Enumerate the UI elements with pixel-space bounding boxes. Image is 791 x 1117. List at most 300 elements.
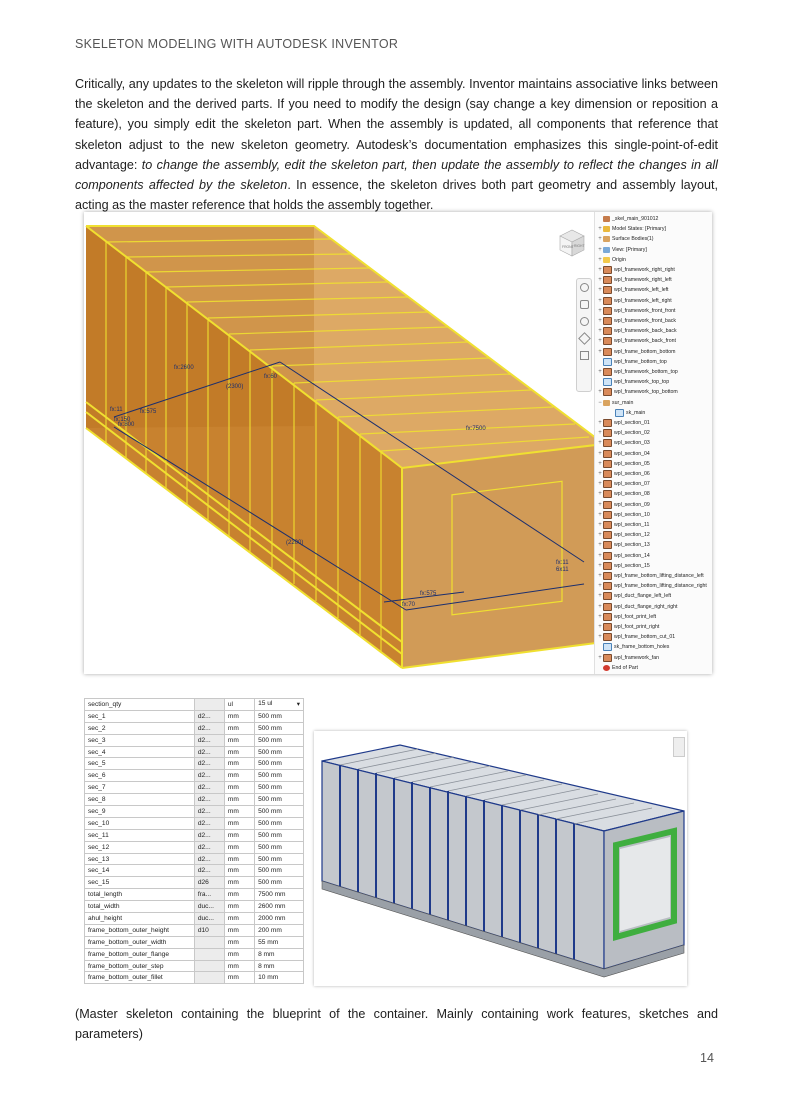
plane-icon [603,582,612,590]
cell-text: d2... [197,855,211,863]
param-unit-cell [224,699,254,711]
expand-toggle-icon[interactable]: + [598,501,602,508]
param-name-cell [85,758,195,770]
cell-text: 500 mm [258,712,282,720]
plane-icon [603,552,612,560]
browser-node-label: wpl_section_13 [614,542,650,549]
cell-text: d2... [197,843,211,851]
browser-node-label: wpl_frame_bottom_bottom [614,348,676,355]
cell-text: mm [227,760,239,768]
browser-node-label: wpl_framework_left_left [614,287,669,294]
param-name-cell [85,770,195,782]
plane-icon [603,266,612,274]
plane-icon [603,480,612,488]
param-unit-cell [224,829,254,841]
graphics-viewport[interactable] [84,212,594,674]
dim-label: (2300) [226,384,244,390]
plane-icon [603,429,612,437]
browser-node-label: wpl_framework_fan [614,654,659,661]
expand-toggle-icon[interactable]: + [598,613,602,620]
browser-node[interactable] [597,387,678,397]
browser-node[interactable] [597,347,675,357]
cell-text: ahul_height [88,914,123,922]
browser-node-label: _skel_main_901012 [612,216,659,222]
dim-label: fx:70 [402,602,416,608]
browser-node[interactable] [597,428,650,438]
cell-text: mm [227,712,239,720]
param-unit-cell [224,758,254,770]
cell-text: sec_12 [88,843,110,851]
browser-node-label: View: [Primary] [612,246,647,253]
expand-toggle-icon[interactable]: + [598,256,602,263]
table-row [85,829,304,841]
expand-toggle-icon[interactable]: + [598,471,602,477]
cell-text: 500 mm [258,855,282,863]
dim-label: fx:575 [140,409,157,415]
browser-node-label: End of Part [612,664,638,671]
param-consumer-cell [194,972,224,984]
browser-node[interactable] [597,530,650,540]
expand-toggle-icon[interactable]: + [598,277,602,284]
expand-toggle-icon[interactable]: + [598,634,602,641]
browser-node-label: wpl_section_08 [614,491,650,498]
zoom-icon[interactable] [580,317,589,326]
param-name-cell [85,972,195,984]
browser-node[interactable] [597,418,650,428]
plane-icon [603,307,612,315]
container-assembly-view [314,731,687,986]
browser-node[interactable] [597,398,633,408]
running-header: SKELETON MODELING WITH AUTODESK INVENTOR [75,37,399,51]
body-paragraph [75,74,718,215]
browser-node[interactable] [597,469,650,479]
browser-node-label: wpl_duct_flange_left_left [614,593,672,600]
surf-icon [603,400,610,406]
expand-toggle-icon[interactable]: + [598,297,602,304]
expand-toggle-icon[interactable]: + [598,328,602,335]
browser-node[interactable] [597,642,669,652]
browser-node-label: wpl_section_06 [614,471,650,477]
expand-toggle-icon[interactable]: + [598,430,602,437]
browser-node-label: wpl_section_03 [614,440,650,447]
param-consumer-cell [194,877,224,889]
dim-label: fx:575 [420,591,437,597]
skeleton-end-face [402,444,594,668]
browser-node[interactable] [597,224,666,234]
browser-node-label: wpl_frame_bottom_top [614,358,667,365]
cell-text: mm [227,879,239,887]
param-value-cell[interactable] [255,841,304,853]
browser-node[interactable] [597,449,650,459]
plane-icon [603,562,612,570]
browser-node[interactable] [597,612,656,622]
param-value-cell[interactable] [255,794,304,806]
param-consumer-cell [194,936,224,948]
cell-text: mm [227,843,239,851]
cell-text: mm [227,938,239,946]
param-value-cell[interactable] [255,710,304,722]
browser-node-label: sur_main [612,399,634,406]
table-row [85,817,304,829]
param-unit-cell [224,817,254,829]
table-row [85,936,304,948]
cell-text: duc... [197,903,214,911]
expand-toggle-icon[interactable]: + [598,338,602,345]
plane-icon [603,603,612,611]
browser-node[interactable] [597,245,647,255]
browser-node-label: wpl_framework_left_right [614,297,672,304]
dim-label: fx:800 [118,422,135,428]
cell-text: 500 mm [258,772,282,780]
browser-node[interactable] [597,489,650,499]
browser-node[interactable] [597,591,671,601]
param-consumer-cell [194,782,224,794]
param-name-cell [85,889,195,901]
expand-toggle-icon[interactable]: + [598,542,602,549]
plane-icon [603,286,612,294]
param-unit-cell [224,960,254,972]
cell-text: frame_bottom_outer_width [88,938,167,946]
dim-label: (2200) [286,540,304,546]
page-number: 14 [700,1051,714,1065]
table-row [85,972,304,984]
end-icon [603,665,610,671]
plane-icon [603,460,612,468]
browser-node[interactable] [597,459,650,469]
param-value-cell[interactable] [255,972,304,984]
browser-node[interactable] [597,234,654,244]
param-unit-cell [224,782,254,794]
expand-toggle-icon[interactable]: + [598,573,602,579]
param-unit-cell [224,770,254,782]
cell-text: frame_bottom_outer_fillet [88,974,163,982]
expand-toggle-icon[interactable]: + [598,420,602,426]
browser-node[interactable] [597,581,707,591]
plane-icon [603,623,612,631]
param-value-cell[interactable] [255,853,304,865]
browser-node[interactable] [597,520,649,530]
browser-node[interactable] [597,275,672,285]
expand-toggle-icon[interactable]: + [598,522,602,528]
param-name-cell [85,913,195,925]
browser-node[interactable] [597,632,675,642]
cell-text: d2... [197,724,211,732]
param-value-cell[interactable] [255,782,304,794]
plane-icon [603,276,612,284]
param-consumer-cell [194,829,224,841]
param-value-cell[interactable] [255,948,304,960]
param-unit-cell [224,936,254,948]
param-value-cell[interactable] [255,817,304,829]
param-consumer-cell [194,746,224,758]
browser-node-label: wpl_framework_top_bottom [614,389,678,396]
param-name-cell [85,853,195,865]
param-value-cell[interactable] [255,722,304,734]
param-name-cell [85,782,195,794]
expand-toggle-icon[interactable]: + [598,307,602,314]
pan-icon[interactable] [580,300,589,309]
cell-text: sec_6 [88,772,106,780]
table-row [85,710,304,722]
cell-text: fra... [197,891,212,899]
cell-text: mm [227,807,239,815]
browser-node[interactable] [597,653,659,663]
cell-text: d2... [197,760,211,768]
viewcube-small[interactable] [673,737,685,757]
browser-node[interactable] [597,510,650,520]
browser-node-label: wpl_framework_back_back [614,328,677,335]
dim-label: fx:7500 [466,426,486,432]
plane-icon [603,541,612,549]
view-icon [603,247,610,253]
param-unit-cell [224,841,254,853]
browser-node[interactable] [597,357,667,367]
param-name-cell [85,817,195,829]
browser-node-label: wpl_section_01 [614,420,650,426]
param-name-cell [85,924,195,936]
orbit-icon[interactable] [578,332,591,345]
param-name-cell [85,746,195,758]
cell-text: 500 mm [258,748,282,756]
expand-toggle-icon[interactable]: + [598,593,602,600]
browser-node[interactable] [597,540,650,550]
browser-node-label: sk_main [626,409,646,416]
navigation-bar [576,278,592,392]
param-unit-cell [224,972,254,984]
param-value-cell[interactable] [255,924,304,936]
cell-text: mm [227,950,239,958]
param-value-cell[interactable] [255,746,304,758]
param-consumer-cell [194,924,224,936]
param-value-cell[interactable] [255,960,304,972]
browser-node[interactable] [597,571,704,581]
browser-node-label: wpl_section_12 [614,532,650,539]
browser-node[interactable] [597,663,638,673]
dim-label: 6x11 [556,567,569,573]
param-value-cell[interactable] [255,758,304,770]
expand-toggle-icon[interactable]: + [598,562,602,569]
browser-node-label: wpl_section_10 [614,511,650,518]
browser-node[interactable] [597,551,650,561]
cell-text: 55 mm [258,938,279,946]
param-name-cell [85,948,195,960]
cell-text: 10 mm [258,974,279,982]
expand-toggle-icon[interactable]: + [598,246,602,253]
expand-toggle-icon[interactable]: + [598,236,602,243]
cell-text: mm [227,974,239,982]
browser-node[interactable] [597,438,650,448]
cell-text: sec_15 [88,879,110,887]
param-value-cell[interactable] [255,913,304,925]
browser-node-label: wpl_section_15 [614,562,650,569]
expand-toggle-icon[interactable]: − [598,399,602,406]
cell-text: 500 mm [258,724,282,732]
cell-text: d2... [197,712,211,720]
cell-text: 2600 mm [258,903,286,911]
viewcube[interactable] [554,226,588,260]
skeleton-3d-view [84,212,594,674]
param-value-cell[interactable] [255,889,304,901]
browser-node-label: wpl_framework_right_left [614,277,672,284]
browser-node-label: wpl_duct_flange_right_right [614,603,678,610]
param-value-cell[interactable] [255,901,304,913]
browser-node-label: wpl_framework_top_top [614,379,670,386]
param-value-cell[interactable] [255,734,304,746]
param-unit-cell [224,734,254,746]
table-row [85,913,304,925]
expand-toggle-icon[interactable]: + [598,603,602,610]
browser-node[interactable] [597,285,669,295]
browser-node[interactable] [597,326,677,336]
plane-icon [603,531,612,539]
expand-toggle-icon[interactable]: + [598,511,602,518]
param-name-cell [85,710,195,722]
param-value-cell[interactable] [255,806,304,818]
expand-toggle-icon[interactable]: + [598,460,602,467]
expand-toggle-icon[interactable]: + [598,318,602,324]
browser-node[interactable] [597,622,659,632]
browser-node[interactable] [597,479,650,489]
expand-toggle-icon[interactable]: + [598,369,602,375]
cell-text: d26 [197,879,209,887]
expand-toggle-icon[interactable]: + [598,481,602,488]
expand-toggle-icon[interactable]: + [598,552,602,559]
dim-label: fx:60 [264,374,278,380]
browser-node[interactable] [597,306,675,316]
expand-toggle-icon[interactable]: + [598,654,602,661]
param-unit-cell [224,948,254,960]
param-value-cell[interactable] [255,829,304,841]
cell-text: d2... [197,796,211,804]
steering-wheel-icon[interactable] [580,283,589,292]
cell-text: d2... [197,784,211,792]
table-row [85,746,304,758]
param-consumer-cell [194,770,224,782]
param-consumer-cell [194,699,224,711]
plane-icon [603,450,612,458]
browser-node-label: wpl_framework_bottom_top [614,369,678,375]
model-browser[interactable] [594,212,712,674]
param-consumer-cell [194,794,224,806]
param-unit-cell [224,853,254,865]
cell-text: 500 mm [258,867,282,875]
sketch-icon [603,643,612,651]
param-value-cell[interactable] [255,936,304,948]
dim-label: fx:11 [556,560,569,566]
table-row [85,806,304,818]
dropdown-arrow-icon[interactable]: ▾ [296,701,300,709]
cell-text: d2... [197,831,211,839]
cell-text: d2... [197,736,211,744]
table-row [85,948,304,960]
cell-text: sec_9 [88,807,106,815]
browser-node[interactable] [597,367,678,377]
browser-node-label: wpl_framework_front_front [614,307,676,314]
param-name-cell [85,865,195,877]
browser-node[interactable] [597,265,675,275]
cell-text: d10 [197,926,209,934]
surf-icon [603,236,610,242]
cell-text: 500 mm [258,736,282,744]
param-unit-cell [224,710,254,722]
expand-toggle-icon[interactable]: + [598,226,602,233]
browser-node-label: wpl_frame_bottom_cut_01 [614,634,676,641]
browser-node[interactable] [597,500,650,510]
expand-toggle-icon[interactable]: + [598,624,602,630]
browser-node-label: wpl_framework_front_back [614,318,676,324]
table-row [85,901,304,913]
cell-text: 8 mm [258,962,275,970]
cell-text: 500 mm [258,831,282,839]
param-value-cell[interactable] [255,877,304,889]
sketch-icon [615,409,624,417]
param-unit-cell [224,806,254,818]
cell-text: mm [227,831,239,839]
browser-node-label: Surface Bodies(1) [612,236,654,243]
plane-icon [603,337,612,345]
param-value-cell[interactable] [255,865,304,877]
cell-text: 500 mm [258,819,282,827]
cell-text: duc... [197,914,214,922]
browser-node[interactable] [597,561,650,571]
expand-toggle-icon[interactable]: + [598,267,602,273]
browser-node[interactable] [597,336,676,346]
browser-node[interactable] [597,377,669,387]
param-unit-cell [224,865,254,877]
browser-node[interactable] [597,602,677,612]
cell-text: 500 mm [258,843,282,851]
browser-node[interactable] [597,214,658,224]
cell-text: mm [227,796,239,804]
param-consumer-cell [194,853,224,865]
look-at-icon[interactable] [580,351,589,360]
expand-toggle-icon[interactable]: + [598,348,602,355]
expand-toggle-icon[interactable]: + [598,389,602,396]
cell-text: sec_10 [88,819,110,827]
plane-icon [603,572,612,580]
browser-node[interactable] [609,408,645,418]
expand-toggle-icon[interactable]: + [598,287,602,294]
cell-text: d2... [197,819,211,827]
expand-toggle-icon[interactable]: + [598,532,602,539]
viewcube-right-label: RIGHT [574,244,585,248]
param-name-cell [85,936,195,948]
cell-text: mm [227,724,239,732]
cell-text: ul [227,700,233,708]
browser-node[interactable] [597,316,676,326]
cell-text: mm [227,748,239,756]
table-row [85,841,304,853]
cell-text: mm [227,926,239,934]
expand-toggle-icon[interactable]: + [598,491,602,498]
param-value-cell[interactable] [255,770,304,782]
param-consumer-cell [194,948,224,960]
param-value-cell[interactable] [255,699,304,711]
expand-toggle-icon[interactable]: + [598,450,602,457]
folder-icon [603,226,610,232]
browser-node[interactable] [597,255,626,265]
paragraph-text-b: . In essence, the skeleton drives both part geometry and assembly layout, acting as the master reference that holds the assembly together. [75,178,718,213]
expand-toggle-icon[interactable]: + [598,583,602,590]
dim-label: fx:2600 [174,365,194,371]
cell-text: mm [227,891,239,899]
param-consumer-cell [194,806,224,818]
cell-text: mm [227,903,239,911]
expand-toggle-icon[interactable]: + [598,440,602,447]
cell-text: mm [227,772,239,780]
browser-node[interactable] [597,296,672,306]
browser-node-label: wpl_section_02 [614,430,650,437]
